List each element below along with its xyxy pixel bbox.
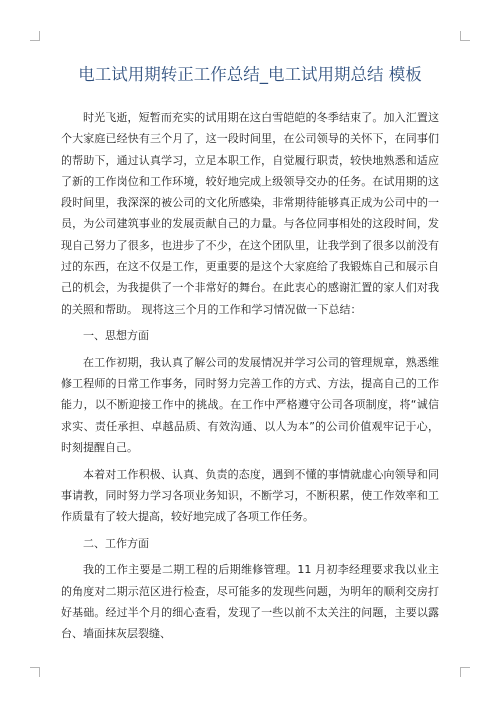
section-heading-work: 二、工作方面 xyxy=(83,536,149,550)
body-paragraph: 本着对工作积极、认真、负责的态度，遇到不懂的事情就虚心向领导和同事请教，同时努力学习各项业务知识，不断学习，不断积累，使工作效率和工作质量有了较大提高，较好地完成了各项工作任务。 xyxy=(61,467,439,524)
document-title: 电工试用期转正工作总结_电工试用期总结 模板 xyxy=(78,65,422,84)
section-heading-thought: 一、思想方面 xyxy=(83,329,149,343)
crop-mark-bottom-right xyxy=(460,667,470,677)
body-paragraph: 在工作初期，我认真了解公司的发展情况并学习公司的管理规章，熟悉维修工程师的日常工作事务，同时努力完善工作的方式、方法，提高自己的工作能力，以不断迎接工作中的挑战。在工作中严格遵守公司各项制度，将“诚信求实、责任承担、卓越品质、有效沟通、以人为本”的公司价值观牢记于心，时刻提醒自己。 xyxy=(61,355,439,455)
document-body xyxy=(61,107,439,645)
crop-mark-top-left xyxy=(30,31,40,41)
crop-mark-top-right xyxy=(460,31,470,41)
crop-mark-bottom-left xyxy=(30,667,40,677)
intro-paragraph: 时光飞逝，短暂而充实的试用期在这白雪皑皑的冬季结束了。加入汇置这个大家庭已经快有三个月了，这一段时间里，在公司领导的关怀下，在同事们的帮助下，通过认真学习，立足本职工作，自觉履行职责，较快地熟悉和适应了新的工作岗位和工作环境，较好地完成上级领导交办的任务。在试用期的这段时间里，我深深的被公司的文化所感染，非常期待能够真正成为公司中的一员，为公司建筑事业的发展贡献自己的力量。与各位同事相处的这段时间，发现自己努力了很多，也进步了不少，在这个团队里，让我学到了很多以前没有过的东西，在这不仅是工作，更重要的是这个大家庭给了我锻炼自己和展示自己的机会，为我提供了一个非常好的舞台。在此衷心的感谢汇置的家人们对我的关照和帮助。 现将这三个月的工作和学习情况做一下总结： xyxy=(61,111,439,316)
body-paragraph: 我的工作主要是二期工程的后期维修管理。11 月初李经理要求我以业主的角度对二期示范区进行检查，尽可能多的发现些问题，为明年的顺利交房打好基础。经过半个月的细心查看，发现了一些以前不太关注的问题，主要以露台、墙面抹灰层裂缝、 xyxy=(61,563,439,641)
